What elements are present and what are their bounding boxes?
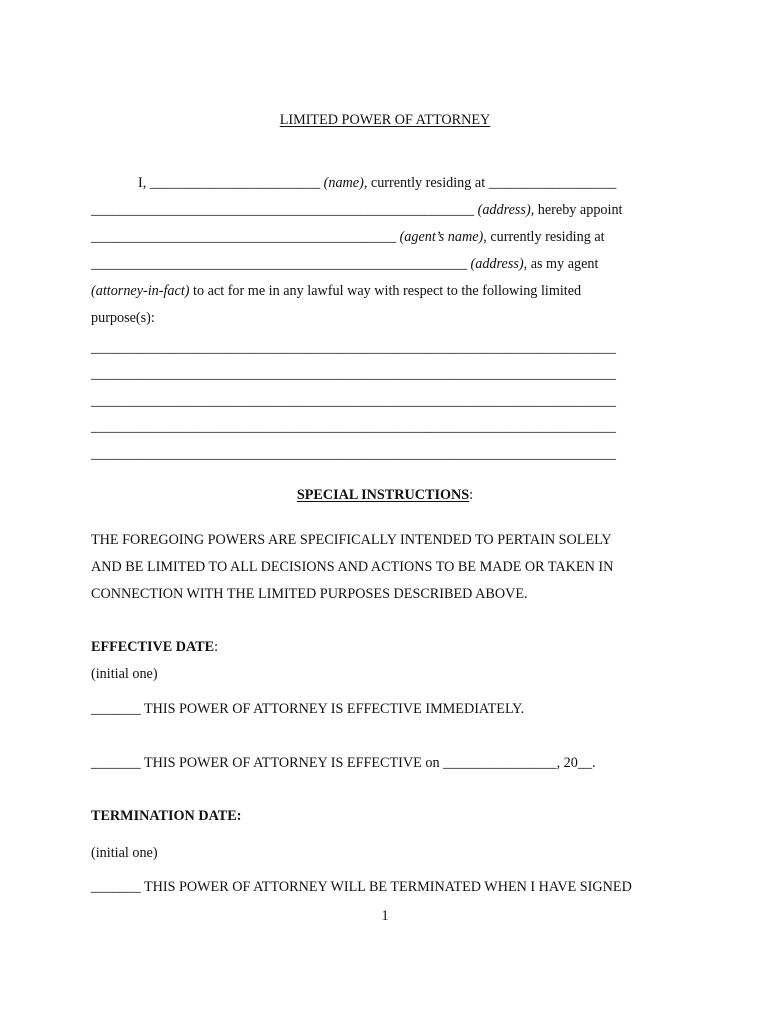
intro-line-4: _____________________________________________________ (address), as my agent	[91, 256, 599, 272]
effective-date-heading: EFFECTIVE DATE:	[91, 639, 219, 655]
special-instructions-heading: SPECIAL INSTRUCTIONS:	[296, 487, 474, 503]
effective-immediately-option: _______ THIS POWER OF ATTORNEY IS EFFECTIVE IMMEDIATELY.	[91, 701, 525, 717]
page-number: 1	[381, 908, 389, 924]
effective-on-date-option: _______ THIS POWER OF ATTORNEY IS EFFECTIVE on ________________, 20__.	[91, 755, 596, 771]
termination-initial-note: (initial one)	[91, 845, 158, 861]
intro-line-6: purpose(s):	[91, 310, 155, 326]
intro-line-3: ___________________________________________ (agent’s name), currently residing at	[91, 229, 605, 245]
purpose-blank-line: __________________________________________________________________________	[91, 446, 616, 462]
termination-date-heading: TERMINATION DATE:	[91, 808, 242, 824]
special-instructions-line: CONNECTION WITH THE LIMITED PURPOSES DESCRIBED ABOVE.	[91, 586, 528, 602]
intro-line-1: I, ________________________ (name), currently residing at __________________	[138, 175, 617, 191]
effective-initial-note: (initial one)	[91, 666, 158, 682]
special-instructions-line: THE FOREGOING POWERS ARE SPECIFICALLY INTENDED TO PERTAIN SOLELY	[91, 532, 612, 548]
purpose-blank-line: __________________________________________________________________________	[91, 419, 616, 435]
special-instructions-line: AND BE LIMITED TO ALL DECISIONS AND ACTIONS TO BE MADE OR TAKEN IN	[91, 559, 614, 575]
intro-line-2: ______________________________________________________ (address), hereby appoint	[91, 202, 623, 218]
termination-option: _______ THIS POWER OF ATTORNEY WILL BE TERMINATED WHEN I HAVE SIGNED	[91, 879, 632, 895]
intro-line-5: (attorney-in-fact) to act for me in any lawful way with respect to the following limited	[91, 283, 582, 299]
document-title: LIMITED POWER OF ATTORNEY	[279, 112, 491, 128]
purpose-blank-line: __________________________________________________________________________	[91, 393, 616, 409]
purpose-blank-line: __________________________________________________________________________	[91, 366, 616, 382]
purpose-blank-line: __________________________________________________________________________	[91, 340, 616, 356]
